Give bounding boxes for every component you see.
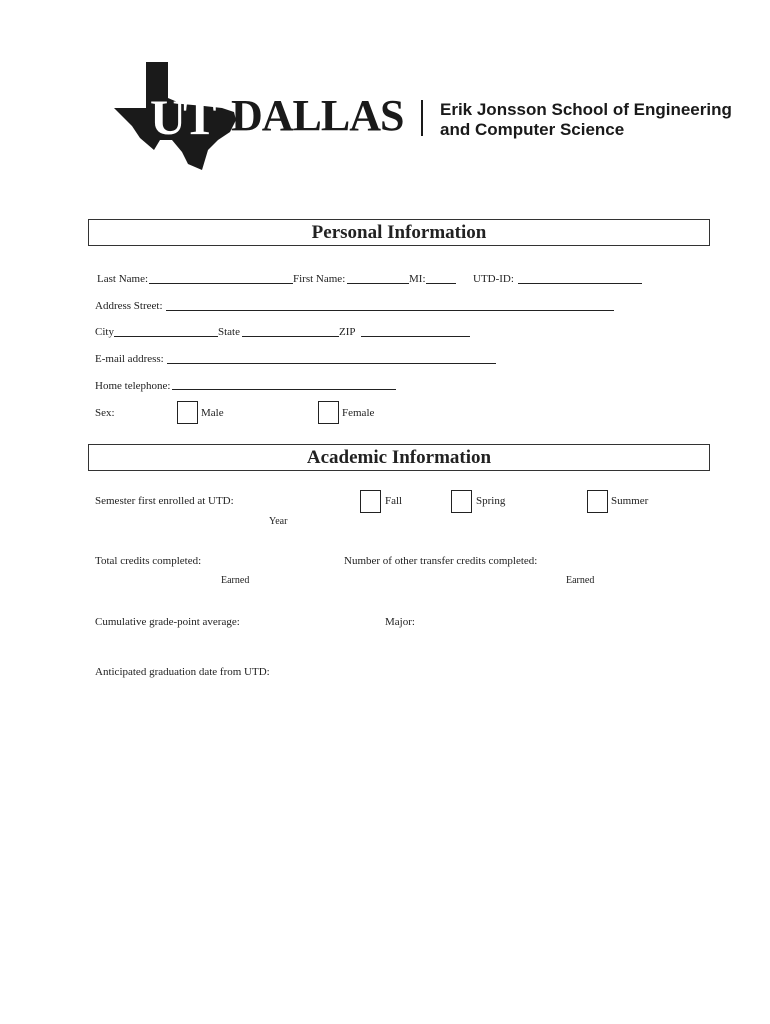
email-field[interactable] [167, 363, 496, 364]
zip-label: ZIP [339, 326, 356, 338]
male-label: Male [201, 407, 224, 419]
state-field[interactable] [242, 336, 339, 337]
home-telephone-field[interactable] [172, 389, 396, 390]
address-street-label: Address Street: [95, 300, 163, 312]
first-name-label: First Name: [293, 273, 346, 285]
female-checkbox[interactable] [318, 401, 339, 424]
city-field[interactable] [114, 336, 218, 337]
logo-ut-text: UT [150, 89, 214, 145]
utd-id-label: UTD-ID: [473, 273, 514, 285]
last-name-field[interactable] [149, 283, 293, 284]
spring-checkbox[interactable] [451, 490, 472, 513]
personal-information-header [88, 219, 710, 246]
home-telephone-label: Home telephone: [95, 380, 171, 392]
spring-label: Spring [476, 495, 506, 507]
academic-information-header [88, 444, 710, 471]
year-caption: Year [269, 516, 288, 527]
gpa-label: Cumulative grade-point average: [95, 616, 240, 628]
fall-checkbox[interactable] [360, 490, 381, 513]
fall-label: Fall [385, 495, 403, 507]
male-checkbox[interactable] [177, 401, 198, 424]
summer-label: Summer [611, 495, 649, 507]
logo-divider [421, 100, 423, 136]
zip-field[interactable] [361, 336, 470, 337]
semester-label: Semester first enrolled at UTD: [95, 495, 234, 507]
email-label: E-mail address: [95, 353, 164, 365]
school-name-line2: and Computer Science [440, 120, 625, 139]
logo-dallas-text: DALLAS [231, 91, 404, 140]
mi-label: MI: [409, 273, 426, 285]
summer-checkbox[interactable] [587, 490, 608, 513]
earned-caption-total: Earned [221, 575, 250, 586]
personal-information-title: Personal Information [311, 222, 487, 243]
first-name-field[interactable] [347, 283, 409, 284]
city-label: City [95, 326, 114, 338]
address-street-field[interactable] [166, 310, 614, 311]
academic-information-title: Academic Information [306, 447, 492, 468]
state-label: State [218, 326, 240, 338]
graduation-date-label: Anticipated graduation date from UTD: [95, 666, 270, 678]
mi-field[interactable] [426, 283, 456, 284]
major-label: Major: [385, 616, 415, 628]
sex-label: Sex: [95, 407, 115, 419]
female-label: Female [342, 407, 375, 419]
transfer-credits-label: Number of other transfer credits completed: [344, 555, 538, 567]
last-name-label: Last Name: [97, 273, 149, 285]
earned-caption-transfer: Earned [566, 575, 595, 586]
utd-id-field[interactable] [518, 283, 642, 284]
total-credits-label: Total credits completed: [95, 555, 202, 567]
school-name-line1: Erik Jonsson School of Engineering [440, 100, 732, 119]
